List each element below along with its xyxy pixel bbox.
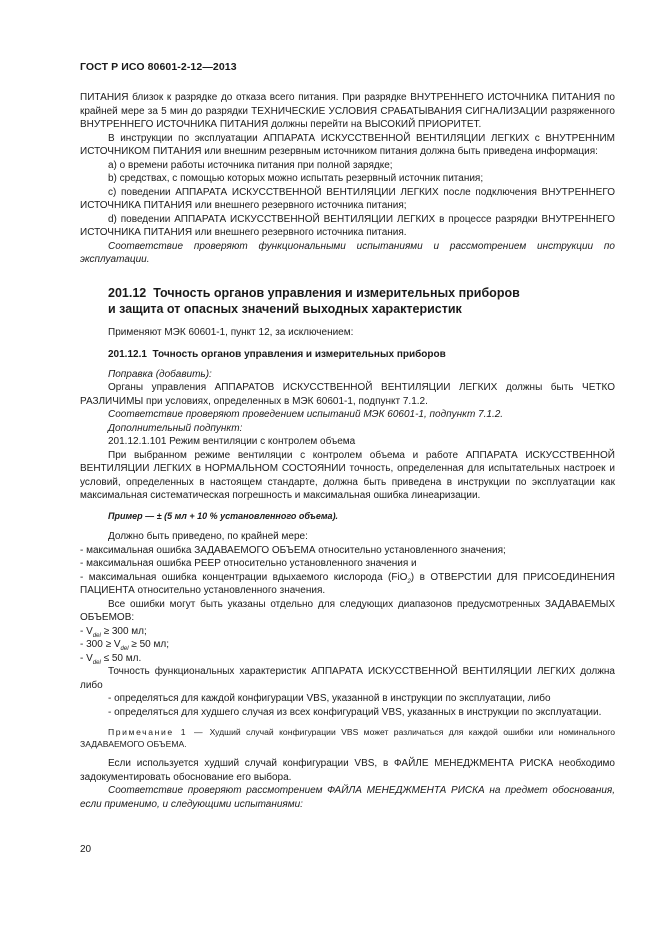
additional-label: Дополнительный подпункт: bbox=[108, 422, 243, 434]
subsection-number: 201.12.1 bbox=[108, 349, 147, 360]
amend-text: Органы управления АППАРАТОВ ИСКУССТВЕННОЙ ВЕНТИЛЯЦИИ ЛЕГКИХ должны быть ЧЕТКО РАЗЛИЧИМЫ при условиях, определенных в МЭК 60601-1, подпункт 7.1.2. bbox=[80, 382, 615, 407]
subsection-title: Точность органов управления и измерительных приборов bbox=[152, 349, 446, 360]
section-title-line1: Точность органов управления и измерительных приборов bbox=[153, 285, 520, 300]
range-2: - $300 \ge V_{del} \ge 50$ мл; bbox=[80, 639, 169, 652]
subsection-heading bbox=[108, 348, 615, 362]
min-intro: Должно быть приведено, по крайней мере: bbox=[108, 531, 308, 542]
min-item-2: - максимальная ошибка PEEP относительно установленного значения и bbox=[80, 558, 417, 569]
paragraph-worst-case: Если используется худший случай конфигурации VBS, в ФАЙЛЕ МЕНЕДЖМЕНТА РИСКА необходимо задокументировать обоснование его выбора. bbox=[80, 758, 615, 783]
document-header: ГОСТ Р ИСО 80601-2-12—2013 bbox=[80, 61, 237, 73]
section-heading bbox=[108, 285, 615, 317]
compliance-note-2: Соответствие проверяют проведением испытаний МЭК 60601-1, подпункт 7.1.2. bbox=[108, 409, 504, 420]
list-item-b: b) средствах, с помощью которых можно испытать резервный источник питания; bbox=[108, 173, 484, 184]
range-3: - $V_{del} \le 50$ мл. bbox=[80, 652, 142, 666]
apply-statement: Применяют МЭК 60601-1, пункт 12, за исключением: bbox=[108, 326, 354, 338]
page-body bbox=[80, 91, 615, 811]
list-item-a: а) о времени работы источника питания при полной зарядке; bbox=[108, 159, 393, 171]
list-item-c: с) поведении АППАРАТА ИСКУССТВЕННОЙ ВЕНТИЛЯЦИИ ЛЕГКИХ после подключения ВНУТРЕННЕГО ИСТОЧНИКА ПИТАНИЯ или внешнего резервного источника питания; bbox=[80, 186, 615, 211]
vbs-option-2: - определяться для худшего случая из всех конфигураций VBS, указанных в инструкции по эксплуатации. bbox=[108, 706, 602, 718]
section-title-line2: и защита от опасных значений выходных характеристик bbox=[108, 301, 462, 316]
section-number: 201.12 bbox=[108, 285, 147, 300]
amend-label: Поправка (добавить): bbox=[108, 368, 212, 380]
clause-101: 201.12.1.101 Режим вентиляции с контролем объема bbox=[108, 436, 356, 447]
compliance-note-3: Соответствие проверяют рассмотрением ФАЙЛА МЕНЕДЖМЕНТА РИСКА на предмет обоснования, если применимо, и следующими испытаниями: bbox=[80, 785, 615, 810]
paragraph-volume-mode: При выбранном режиме вентиляции с контролем объема и работе АППАРАТА ИСКУССТВЕННОЙ ВЕНТИЛЯЦИИ ЛЕГКИХ в НОРМАЛЬНОМ СОСТОЯНИИ точность, определенная для испытательных настроек и условий, определенных в настоящем стандарте, должна быть приведена в инструкции по эксплуатации как максимальная систематическая погрешность и максимальная ошибка линеаризации. bbox=[80, 449, 615, 501]
range-1: - $V_{del} \ge 300$ мл; bbox=[80, 625, 147, 639]
compliance-note-1: Соответствие проверяют функциональными испытаниями и рассмотрением инструкции по эксплуатации. bbox=[80, 240, 615, 265]
example-line: Пример — ± (5 мл + 10 % установленного объема). bbox=[108, 510, 339, 521]
ranges-intro: Все ошибки могут быть указаны отдельно для следующих диапазонов предусмотренных ЗАДАВАЕМЫХ ОБЪЕМОВ: bbox=[80, 598, 615, 623]
min-item-1: - максимальная ошибка ЗАДАВАЕМОГО ОБЪЕМА относительно установленного значения; bbox=[80, 544, 506, 556]
note-label: Примечание 1 — bbox=[108, 727, 205, 737]
min-item-3: - максимальная ошибка концентрации вдыхаемого кислорода (FiO$_2$) в ОТВЕРСТИИ ДЛЯ ПРИСОЕДИНЕНИЯ ПАЦИЕНТА относительно установленного значения. bbox=[80, 571, 615, 596]
paragraph-battery: ПИТАНИЯ близок к разрядке до отказа всего питания. При разрядке ВНУТРЕННЕГО ИСТОЧНИКА ПИТАНИЯ по крайней мере за 5 мин до разрядки ТЕХНИЧЕСКИЕ УСЛОВИЯ СРАБАТЫВАНИЯ СИГНАЛИЗАЦИИ разряженного ВНУТРЕННЕГО ИСТОЧНИКА ПИТАНИЯ должны перейти на ВЫСОКИЙ ПРИОРИТЕТ. bbox=[80, 92, 615, 130]
list-item-d: d) поведении АППАРАТА ИСКУССТВЕННОЙ ВЕНТИЛЯЦИИ ЛЕГКИХ в процессе разрядки ВНУТРЕННЕГО ИСТОЧНИКА ПИТАНИЯ или внешнего резервного источника питания. bbox=[80, 213, 615, 238]
note-1: Примечание 1 — Худший случай конфигурации VBS может различаться для каждой ошибки или номинального ЗАДАВАЕМОГО ОБЪЕМА. bbox=[80, 727, 615, 749]
page-number: 20 bbox=[80, 844, 92, 855]
vbs-option-1: - определяться для каждой конфигурации VBS, указанной в инструкции по эксплуатации, либо bbox=[108, 693, 551, 704]
paragraph-instructions: В инструкции по эксплуатации АППАРАТА ИСКУССТВЕННОЙ ВЕНТИЛЯЦИИ ЛЕГКИХ с ВНУТРЕННИМ ИСТОЧНИКОМ ПИТАНИЯ или внешним резервным источником питания должна быть приведена информация: bbox=[80, 132, 615, 157]
accuracy-statement: Точность функциональных характеристик АППАРАТА ИСКУССТВЕННОЙ ВЕНТИЛЯЦИИ ЛЕГКИХ должна либо bbox=[80, 666, 615, 691]
